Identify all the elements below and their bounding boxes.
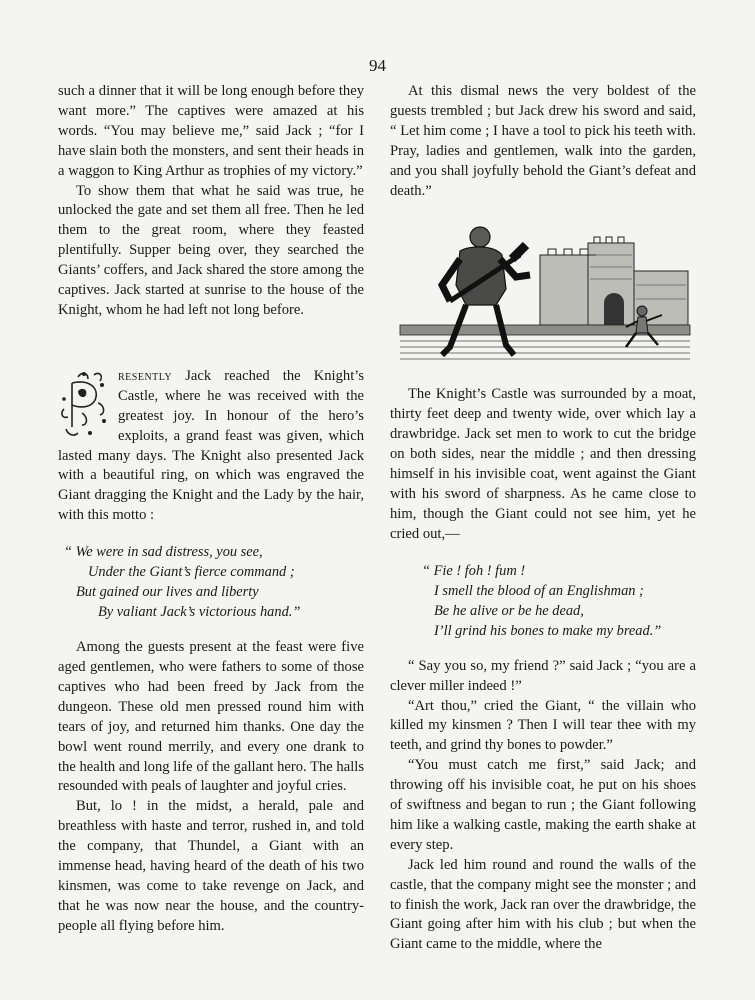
- paragraph: At this dismal news the very boldest of the guests trembled ; but Jack drew his sword and said, “ Let him come ; I have a tool to pick his teeth with. Pray, ladies and gentlemen, walk into the garden, and you shall joyfully behold the Giant’s defeat and death.”: [390, 83, 696, 199]
- left-column: [58, 82, 364, 937]
- decorated-initial-p-icon: [58, 369, 110, 443]
- paragraph: But, lo ! in the midst, a herald, pale and breathless with haste and terror, rushed in, and told the company, that Thundel, a Giant with an immense head, having heard of the death of his two kinsmen, was come to take revenge on Jack, and that he was now near the house, and the country-people all flying before him.: [58, 798, 364, 934]
- verse-giant-chant: [390, 561, 696, 641]
- paragraph: Among the guests present at the feast were five aged gentlemen, who were fathers to some of those captives who had been freed by Jack from the dungeon. These old men pressed round him with tears of joy, and returned him thanks. One day the bowl went round merrily, and every one drank to the health and long life of the gallant hero. The halls resounded with peals of laughter and joyful cries.: [58, 639, 364, 795]
- verse-line: “ We were in sad distress, you see,: [64, 544, 263, 561]
- engraving-image: [390, 215, 696, 365]
- dropcap-word: resently: [118, 367, 173, 384]
- paragraph-text: Jack reached the Knight’s Castle, where he was received with the greatest joy. In honour of the hero’s exploits, a grand feast was given, which lasted many days. The Knight also presented Jack with a beautiful ring, on which was engraved the Giant dragging the Knight and the Lady by the hair, with this motto :: [58, 367, 364, 524]
- verse-line: By valiant Jack’s victorious hand.”: [98, 604, 301, 621]
- paragraph: The Knight’s Castle was surrounded by a moat, thirty feet deep and twenty wide, over which lay a drawbridge. Jack set men to work to cut the bridge on both sides, near the middle ; and then dressing himself in his invisible coat, went against the Giant with his sword of sharpness. As he came close to him, though the Giant could not see him, yet he cried out,—: [390, 386, 696, 542]
- dropcap-paragraph: [58, 367, 364, 526]
- verse-line: Be he alive or be he dead,: [434, 602, 584, 619]
- verse-line: I smell the blood of an Englishman ;: [434, 582, 644, 599]
- paragraph: “You must catch me first,” said Jack; and throwing off his invisible coat, he put on his shoes of swiftness and began to run ; the Giant following him like a walking castle, making the earth shake at every step.: [390, 757, 696, 853]
- verse-line: I’ll grind his bones to make my bread.”: [434, 622, 662, 639]
- paragraph: Jack led him round and round the walls of the castle, that the company might see the monster ; and to finish the work, Jack ran over the drawbridge, the Giant going after him with his club ; but when the Giant came to the middle, where the: [390, 856, 696, 953]
- page-number: 94: [369, 56, 386, 75]
- right-column: [390, 82, 696, 955]
- giant-castle-illustration: [390, 215, 696, 365]
- verse-line: Under the Giant’s fierce command ;: [88, 564, 295, 581]
- paragraph: “Art thou,” cried the Giant, “ the villain who killed my kinsmen ? Then I will tear thee with my teeth, and grind thy bones to powder.”: [390, 697, 696, 754]
- paragraph: “ Say you so, my friend ?” said Jack ; “you are a clever miller indeed !”: [390, 657, 696, 694]
- verse-line: But gained our lives and liberty: [76, 584, 259, 601]
- verse-motto: [58, 542, 364, 622]
- paragraph: such a dinner that it will be long enough before they want more.” The captives were amazed at his words. “You may believe me,” said Jack ; “for I have slain both the monsters, and sent their heads in a waggon to King Arthur as trophies of my victory.”: [58, 83, 364, 179]
- paragraph: To show them that what he said was true, he unlocked the gate and set them all free. Then he led them to the great room, where they feasted plentifully. Supper being over, they searched the Giants’ coffers, and Jack shared the store among the captives. Jack started at sunrise to the house of the Knight, whom he had left not long before.: [58, 182, 364, 318]
- verse-line: “ Fie ! foh ! fum !: [422, 562, 526, 579]
